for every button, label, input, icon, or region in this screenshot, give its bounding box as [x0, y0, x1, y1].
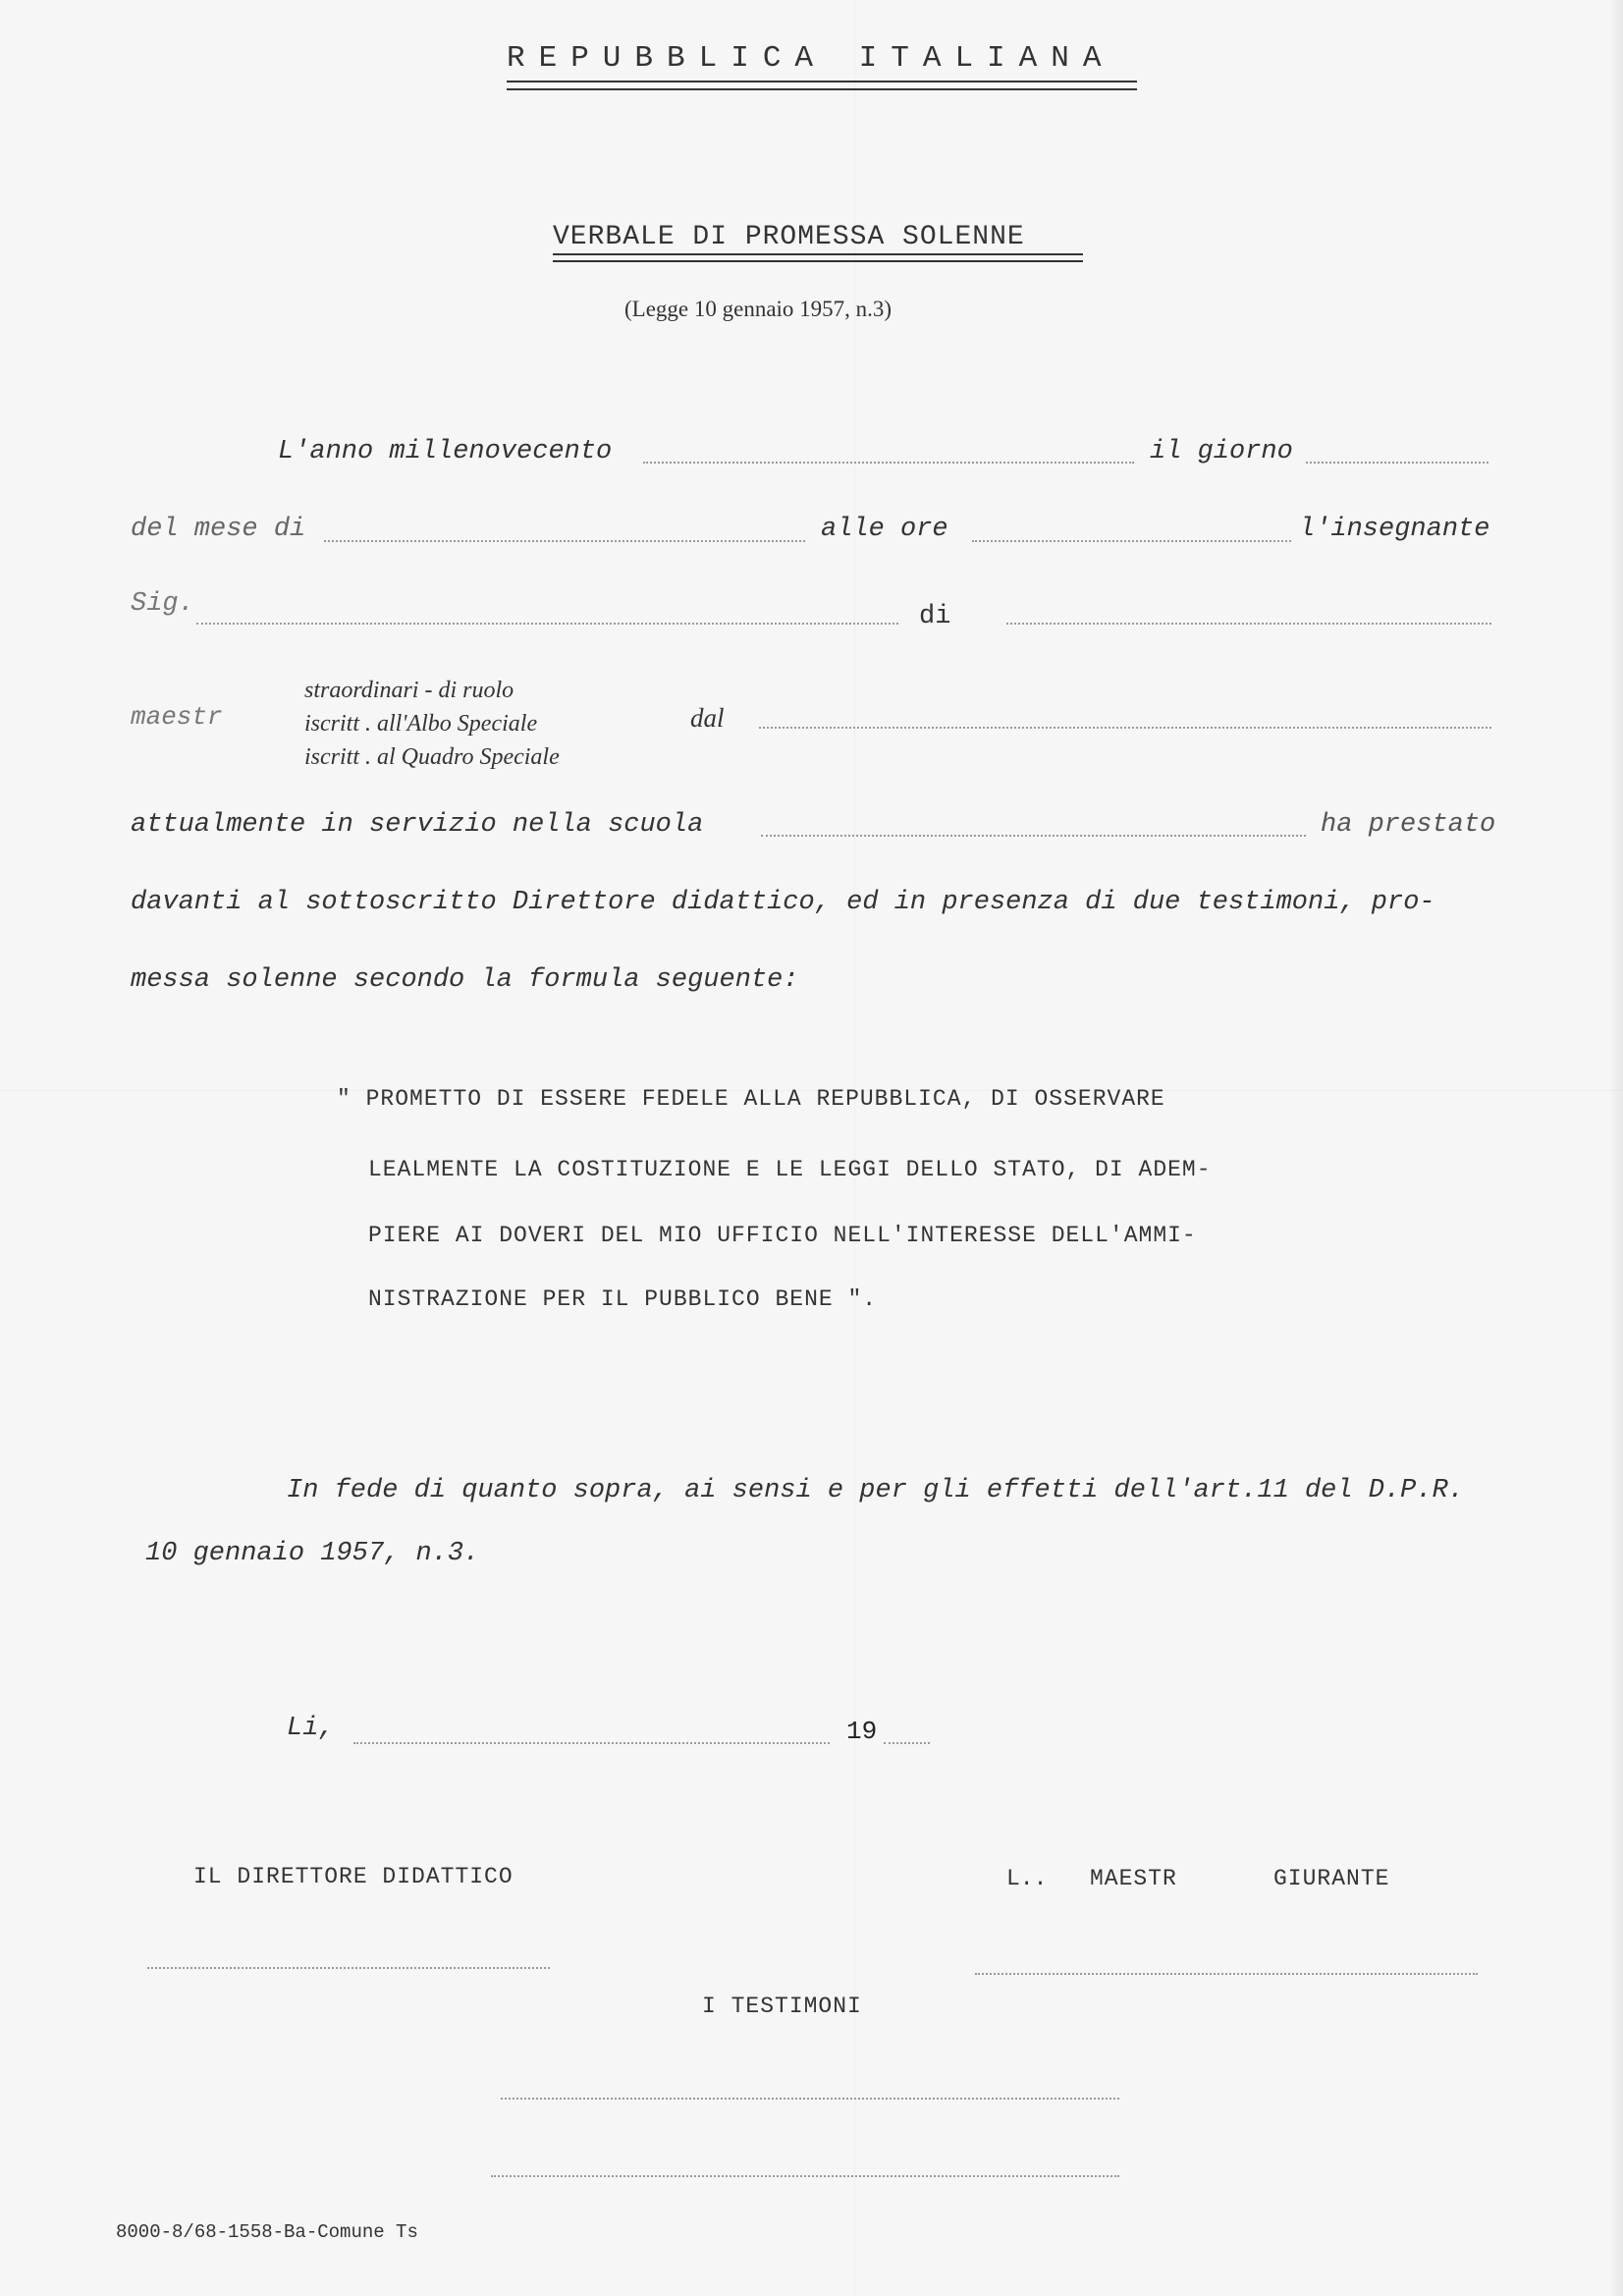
- teacher-prefix: L..: [1006, 1866, 1048, 1891]
- republic-underline: [507, 81, 1137, 90]
- day-label: il giorno: [1150, 437, 1293, 466]
- oath-line-2: LEALMENTE LA COSTITUZIONE E LE LEGGI DELLO STATO, DI ADEM-: [368, 1157, 1212, 1182]
- of-label: di: [919, 602, 951, 631]
- teacher-label: l'insegnante: [1299, 515, 1490, 544]
- teacher-maestr: MAESTR: [1090, 1866, 1177, 1891]
- title-underline: [553, 253, 1083, 262]
- since-label: dal: [690, 703, 725, 733]
- print-code: 8000-8/68-1558-Ba-Comune Ts: [116, 2221, 418, 2243]
- option-straordinari[interactable]: straordinari - di ruolo: [304, 678, 514, 703]
- closing-line-2: 10 gennaio 1957, n.3.: [145, 1539, 480, 1568]
- director-label: IL DIRETTORE DIDATTICO: [193, 1864, 514, 1889]
- school-field[interactable]: [761, 835, 1306, 837]
- witness-2-signature-line[interactable]: [491, 2175, 1119, 2177]
- option-quadro-speciale[interactable]: iscritt . al Quadro Speciale: [304, 744, 560, 770]
- hour-label: alle ore: [821, 515, 948, 544]
- place-label: Li,: [287, 1714, 335, 1743]
- witnesses-label: I TESTIMONI: [702, 1994, 862, 2019]
- option-albo-speciale[interactable]: iscritt . all'Albo Speciale: [304, 711, 538, 737]
- oath-line-1: " PROMETTO DI ESSERE FEDELE ALLA REPUBBLICA, DI OSSERVARE: [337, 1086, 1165, 1112]
- oath-line-4: NISTRAZIONE PER IL PUBBLICO BENE ".: [368, 1286, 878, 1312]
- sig-label: Sig.: [131, 589, 194, 619]
- director-signature-line[interactable]: [147, 1967, 550, 1969]
- law-reference: (Legge 10 gennaio 1957, n.3): [624, 297, 893, 321]
- republic-heading: REPUBBLICA ITALIANA: [507, 41, 1115, 76]
- document-title: VERBALE DI PROMESSA SOLENNE: [553, 222, 1025, 252]
- teacher-signature-line[interactable]: [975, 1973, 1478, 1975]
- prestato-label: ha prestato: [1321, 810, 1496, 840]
- parent-field[interactable]: [1006, 623, 1491, 625]
- month-field[interactable]: [324, 540, 805, 542]
- date-year-field[interactable]: [884, 1742, 930, 1744]
- witness-1-signature-line[interactable]: [501, 2098, 1119, 2100]
- teacher-giurante: GIURANTE: [1273, 1866, 1390, 1891]
- year-field[interactable]: [643, 462, 1134, 464]
- place-field[interactable]: [353, 1742, 830, 1744]
- oath-line-3: PIERE AI DOVERI DEL MIO UFFICIO NELL'INTERESSE DELL'AMMI-: [368, 1223, 1197, 1248]
- name-field[interactable]: [196, 623, 898, 625]
- day-field[interactable]: [1306, 462, 1488, 464]
- school-label: attualmente in servizio nella scuola: [131, 810, 704, 840]
- year-label: L'anno millenovecento: [278, 437, 613, 466]
- since-field[interactable]: [759, 727, 1491, 729]
- presence-line: davanti al sottoscritto Direttore didattico, ed in presenza di due testimoni, pro-: [131, 888, 1435, 917]
- hour-field[interactable]: [972, 540, 1291, 542]
- year-prefix: 19: [846, 1717, 878, 1746]
- closing-line-1: In fede di quanto sopra, ai sensi e per gli effetti dell'art.11 del D.P.R.: [287, 1476, 1464, 1505]
- maestr-label: maestr: [131, 702, 223, 732]
- formula-line: messa solenne secondo la formula seguente:: [131, 965, 799, 995]
- month-label: del mese di: [131, 515, 306, 544]
